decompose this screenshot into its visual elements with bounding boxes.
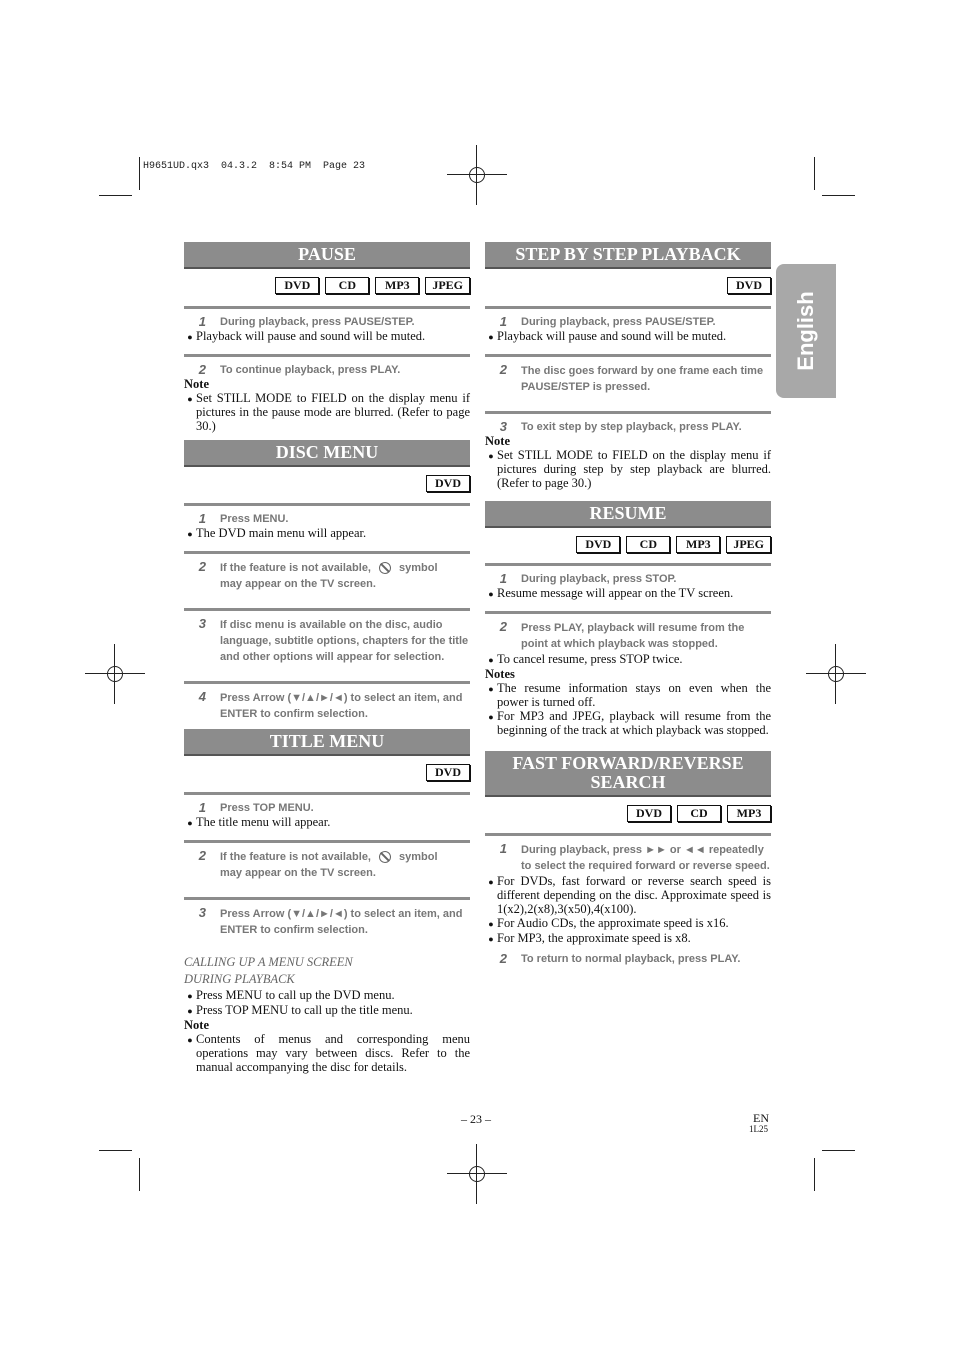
crop-mark <box>814 1158 815 1191</box>
note-text: For MP3 and JPEG, playback will resume from the beginning of the track at which playback was stopped. <box>497 709 771 737</box>
crop-mark <box>99 1150 132 1151</box>
step: 2 If the feature is not available, symbol may appear on the TV screen. <box>184 840 470 887</box>
step-text: To continue playback, press PLAY. <box>220 364 401 376</box>
step-text: If the feature is not available, symbol may appear on the TV screen. <box>220 562 438 590</box>
step: 3 Press Arrow (▼/▲/►/◄) to select an item, and ENTER to confirm selection. <box>184 897 470 938</box>
note-text: Set STILL MODE to FIELD on the display menu if pictures during step by step playback are blurred. (Refer to page 30.) <box>497 448 771 490</box>
notes-label: Notes <box>485 667 515 681</box>
crop-mark <box>814 157 815 190</box>
disc-badges <box>184 277 470 294</box>
section-pause <box>184 242 470 433</box>
note-label: Note <box>184 377 209 391</box>
badge-mp3: MP3 <box>375 277 419 294</box>
step-text: If disc menu is available on the disc, audio language, subtitle options, chapters for the title and other options will appear for selection. <box>220 619 469 663</box>
badge-mp3: MP3 <box>727 805 771 822</box>
registration-mark <box>85 644 145 704</box>
section-disc-menu <box>184 440 470 729</box>
step: 1 During playback, press STOP. ● Resume message will appear on the TV screen. <box>485 563 771 601</box>
step: 1 During playback, press ►► or ◄◄ repeatedly to select the required forward or reverse speed. ● For DVDs, fast forward or reverse search speed is different depending on the disc. Approximate speed is 1(x2),2(x8),3(x50),4(x100). ● For Audio CDs, the approximate speed is x16. ● For MP3, the approximate speed is x8. 2 To return to normal playback, press PLAY. <box>485 833 771 966</box>
note-label: Note <box>485 434 510 448</box>
step: 1 Press TOP MENU. ● The title menu will appear. <box>184 792 470 830</box>
step: 3 If disc menu is available on the disc, audio language, subtitle options, chapters for the title and other options will appear for selection. <box>184 608 470 671</box>
badge-dvd: DVD <box>275 277 319 294</box>
note-text: Set STILL MODE to FIELD on the display menu if pictures in the pause mode are blurred. (Refer to page 30.) <box>196 391 470 433</box>
file-slug: H9651UD.qx3 04.3.2 8:54 PM Page 23 <box>143 161 366 172</box>
bullet-text: For Audio CDs, the approximate speed is x16. <box>497 916 729 930</box>
page-number: – 23 – <box>461 1112 491 1126</box>
step-text: If the feature is not available, symbol may appear on the TV screen. <box>220 851 438 879</box>
language-tab-label: English <box>793 291 818 371</box>
crop-mark <box>822 195 855 196</box>
section-title: STEP BY STEP PLAYBACK <box>485 242 771 269</box>
badge-cd: CD <box>626 536 670 553</box>
badge-dvd: DVD <box>426 764 470 781</box>
section-resume <box>485 501 771 737</box>
badge-cd: CD <box>677 805 721 822</box>
badge-dvd: DVD <box>627 805 671 822</box>
step-text: To return to normal playback, press PLAY. <box>521 953 741 965</box>
calling-up-heading: CALLING UP A MENU SCREEN DURING PLAYBACK <box>184 955 353 986</box>
badge-dvd: DVD <box>576 536 620 553</box>
crop-mark <box>139 157 140 190</box>
step: 2 The disc goes forward by one frame each time PAUSE/STEP is pressed. <box>485 354 771 401</box>
step: 1 During playback, press PAUSE/STEP. ● Playback will pause and sound will be muted. <box>485 306 771 344</box>
section-title: TITLE MENU <box>184 729 470 756</box>
right-column <box>485 242 771 966</box>
bullet-text: Press TOP MENU to call up the title menu. <box>196 1003 413 1017</box>
badge-mp3: MP3 <box>676 536 720 553</box>
bullet-text: Press MENU to call up the DVD menu. <box>196 988 395 1002</box>
step: 1 During playback, press PAUSE/STEP. ● Playback will pause and sound will be muted. <box>184 306 470 344</box>
bullet-text: The DVD main menu will appear. <box>196 526 367 540</box>
note-text: Contents of menus and corresponding menu operations may vary between discs. Refer to the manual accompanying the disc for details. <box>196 1032 470 1074</box>
prohibited-icon <box>379 562 391 574</box>
step-text: During playback, press PAUSE/STEP. <box>220 316 415 328</box>
registration-mark <box>447 145 507 205</box>
step-text: To exit step by step playback, press PLAY. <box>521 421 742 433</box>
note-label: Note <box>184 1018 209 1032</box>
step-text: During playback, press PAUSE/STEP. <box>521 316 716 328</box>
section-title: PAUSE <box>184 242 470 269</box>
crop-mark <box>139 1158 140 1191</box>
bullet-text: To cancel resume, press STOP twice. <box>497 652 683 666</box>
disc-badges <box>485 805 771 822</box>
registration-mark <box>806 644 866 704</box>
badge-cd: CD <box>325 277 369 294</box>
section-fast-search <box>485 751 771 966</box>
step-text: Press Arrow (▼/▲/►/◄) to select an item, and ENTER to confirm selection. <box>220 908 463 936</box>
note-text: The resume information stays on even when the power is turned off. <box>497 681 771 709</box>
badge-jpeg: JPEG <box>425 277 470 294</box>
section-title: FAST FORWARD/REVERSE SEARCH <box>485 751 771 797</box>
step: 2 To continue playback, press PLAY. Note ● Set STILL MODE to FIELD on the display menu if pictures in the pause mode are blurred. (Refer to page 30.) <box>184 354 470 433</box>
badge-dvd: DVD <box>426 475 470 492</box>
bullet-text: The title menu will appear. <box>196 815 331 829</box>
language-code: EN <box>753 1111 769 1125</box>
language-tab <box>776 264 836 398</box>
crop-mark <box>822 1150 855 1151</box>
step-text: During playback, press STOP. <box>521 573 677 585</box>
document-code: 1L25 <box>749 1124 768 1134</box>
step-text: The disc goes forward by one frame each time PAUSE/STEP is pressed. <box>521 365 764 393</box>
step: 1 Press MENU. ● The DVD main menu will appear. <box>184 503 470 541</box>
step-text: Press MENU. <box>220 513 289 525</box>
step: 4 Press Arrow (▼/▲/►/◄) to select an item, and ENTER to confirm selection. <box>184 681 470 729</box>
step-text: Press Arrow (▼/▲/►/◄) to select an item, and ENTER to confirm selection. <box>220 692 463 720</box>
bullet-text: Playback will pause and sound will be muted. <box>196 329 426 343</box>
step: 2 Press PLAY, playback will resume from the point at which playback was stopped. ● To cancel resume, press STOP twice. Notes ● The resume information stays on even when the power is turned off. ● For MP3 and JPEG, playback will resume from the beginning of the track at which playback was stopped. <box>485 611 771 737</box>
step: 3 To exit step by step playback, press PLAY. Note ● Set STILL MODE to FIELD on the display menu if pictures during step by step playback are blurred. (Refer to page 30.) <box>485 411 771 490</box>
prohibited-icon <box>379 851 391 863</box>
badge-dvd: DVD <box>727 277 771 294</box>
bullet-text: For DVDs, fast forward or reverse search speed is different depending on the disc. Approximate speed is 1(x2),2(x8),3(x50),4(x100). <box>497 874 771 916</box>
disc-badges <box>184 764 470 781</box>
bullet-text: Playback will pause and sound will be muted. <box>497 329 727 343</box>
disc-badges <box>485 277 771 294</box>
step-text: Press PLAY, playback will resume from the point at which playback was stopped. <box>521 622 745 650</box>
bullet-text: Resume message will appear on the TV screen. <box>497 586 734 600</box>
section-title: RESUME <box>485 501 771 528</box>
crop-mark <box>99 195 132 196</box>
disc-badges <box>485 536 771 553</box>
badge-jpeg: JPEG <box>726 536 771 553</box>
section-title-menu: TITLE MENU DVD 1 Press TOP MENU. ● The title menu will appear. 2 If the feature is not available, symbol may appear on the TV screen. 3 Press Arrow (▼/▲/►/◄) to select an item, and ENTER to confirm selection. CALLING UP A MENU SCREEN DURING PLAYBACK ● Press MENU to call up the DVD menu. ● Press TOP MENU to call up the title menu. Note ● Contents of menus and corresponding menu operations may vary between discs. Refer to the manual accompanying the disc for details. <box>184 731 470 1074</box>
disc-badges <box>184 475 470 492</box>
section-title: DISC MENU <box>184 440 470 467</box>
bullet-text: For MP3, the approximate speed is x8. <box>497 931 691 945</box>
step: 2 If the feature is not available, symbol may appear on the TV screen. <box>184 551 470 598</box>
step-text: Press TOP MENU. <box>220 802 314 814</box>
registration-mark <box>447 1144 507 1204</box>
left-column <box>184 242 470 1074</box>
step-text: During playback, press ►► or ◄◄ repeatedly to select the required forward or reverse speed. <box>521 844 770 872</box>
section-step-by-step <box>485 242 771 490</box>
